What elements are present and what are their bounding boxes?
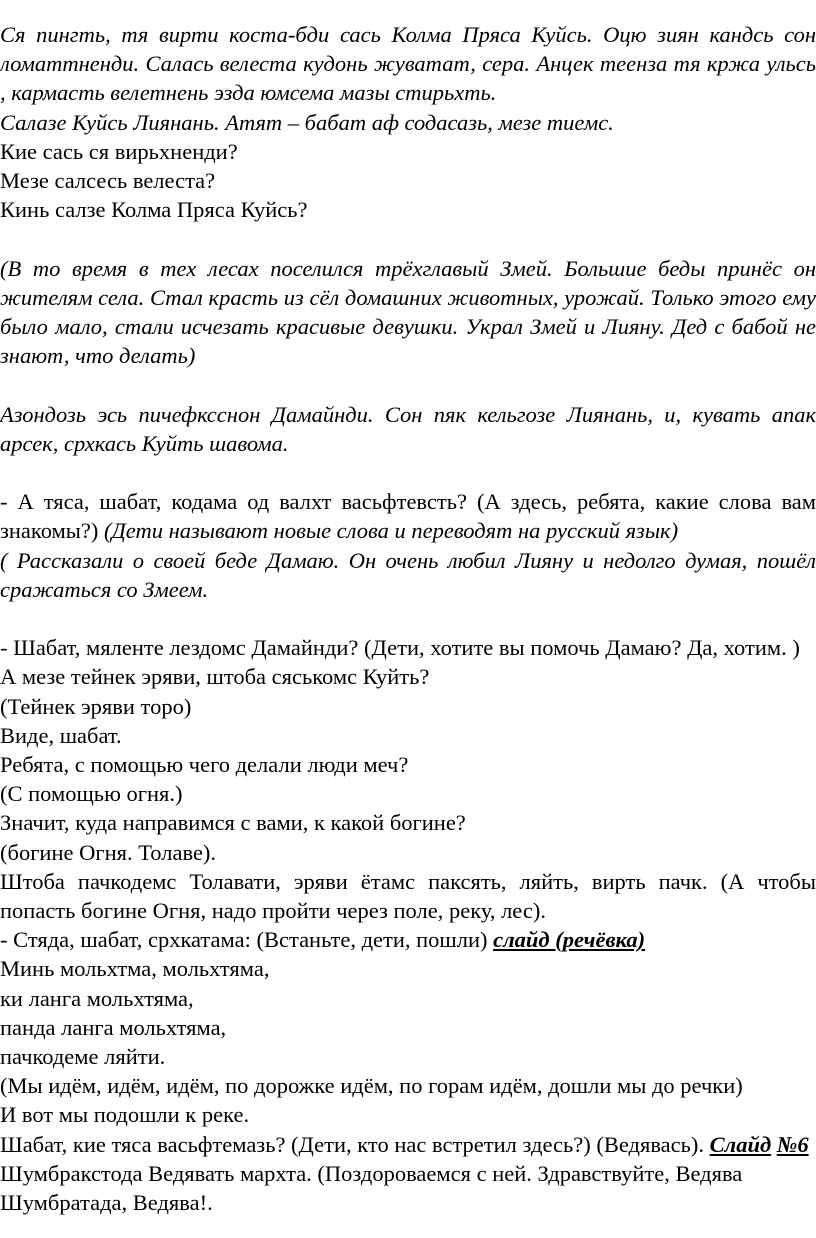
dialog-line-9: Штоба пачкодемс Толавати, эряви ётамс паксять, ляйть, вирть пачк. (А чтобы попасть богине Огня, надо пройти через поле, реку, лес). [0, 868, 816, 924]
dialog-line-6: (С помощью огня.) [0, 781, 183, 807]
erzya-paragraph-1: Ся пингть, тя вирти коста-бди сась Колма Пряса Куйсь. Оцю зиян кандсь сон ломаттненди. Салась велеста кудонь жуватат, сера. Анцек теенза тя кржа ульсь , кармасть велетнень эзда юмсема мазы стирьхть. [0, 22, 816, 106]
dialog-line-8: (богине Огня. Толаве). [0, 839, 217, 865]
verse-line-3: панда ланга мольхтяма, [0, 1014, 227, 1040]
dialog-line-5: Ребята, с помощью чего делали люди меч? [0, 752, 409, 778]
question-3: Кинь салзе Колма Пряса Куйсь? [0, 197, 308, 223]
document-page [0, 20, 816, 1217]
river-line: И вот мы подошли к реке. [0, 1102, 250, 1128]
verse-line-2: ки ланга мольхтяма, [0, 985, 194, 1011]
slide6-link-number[interactable]: №6 [776, 1131, 809, 1157]
question-1: Кие сась ся вирьхненди? [0, 138, 238, 164]
slide-line-text: - Стяда, шабат, срхкатама: (Встаньте, дети, пошли) [0, 927, 494, 953]
question-words-paragraph [0, 487, 816, 545]
spacer [0, 458, 816, 487]
verse-line-1: Минь мольхтма, мольхтяма, [0, 956, 270, 982]
erzya-paragraph-2: Салазе Куйсь Лиянань. Атят – бабат аф содасазь, мезе тиемс. [0, 109, 614, 135]
russian-translation-2: ( Рассказали о своей беде Дамаю. Он очень любил Лияну и недолго думая, пошёл сражаться со Змеем. [0, 547, 816, 602]
question-2: Мезе салсесь велеста? [0, 168, 216, 194]
teacher-note: (Дети называют новые слова и переводят на русский язык) [104, 518, 679, 544]
dialog-line-4: Виде, шабат. [0, 722, 122, 748]
dialog-line-1: - Шабат, мяленте лездомс Дамайнди? (Дети, хотите вы помочь Дамаю? Да, хотим. ) [0, 635, 800, 661]
spacer [0, 604, 816, 633]
slide-link[interactable]: слайд (речёвка) [493, 927, 646, 953]
russian-translation-1: (В то время в тех лесах поселился трёхглавый Змей. Большие беды принёс он жителям села. Стал красть из сёл домашних животных, урожай. Только этого ему было мало, стали исчезать красивые девушки. Украл Змей и Лияну. Дед с бабой не знают, что делать) [0, 255, 816, 369]
slide6-text: Шабат, кие тяса васьфтемазь? (Дети, кто нас встретил здесь?) (Ведявась). [0, 1131, 710, 1157]
greeting-line-1: Шумбракстода Ведявать мархта. (Поздороваемся с ней. Здравствуйте, Ведява [0, 1160, 743, 1186]
slide6-link-word[interactable]: Слайд [709, 1131, 772, 1157]
verse-translation: (Мы идём, идём, идём, по дорожке идём, по горам идём, дошли мы до речки) [0, 1073, 743, 1099]
erzya-paragraph-3: Азондозь эсь пичефксснон Дамайнди. Сон пяк кельгозе Лиянань, и, кувать апак арсек, срхкась Куйть шавома. [0, 401, 816, 456]
dialog-line-7: Значит, куда направимся с вами, к какой богине? [0, 810, 466, 836]
dialog-line-3: (Тейнек эряви торо) [0, 693, 192, 719]
spacer [0, 370, 816, 399]
dialog-line-2: А мезе тейнек эряви, штоба сяськомс Куйть? [0, 664, 430, 690]
question-words-text: - А тяса, шабат, кодама од валхт васьфтевсть? (А здесь, ребята, какие слова вам знакомы?) [0, 489, 816, 544]
greeting-line-2: Шумбратада, Ведява!. [0, 1190, 213, 1216]
spacer [0, 224, 816, 253]
slide6-paragraph [0, 1130, 816, 1159]
slide-line [0, 925, 816, 954]
verse-line-4: пачкодеме ляйти. [0, 1044, 166, 1070]
